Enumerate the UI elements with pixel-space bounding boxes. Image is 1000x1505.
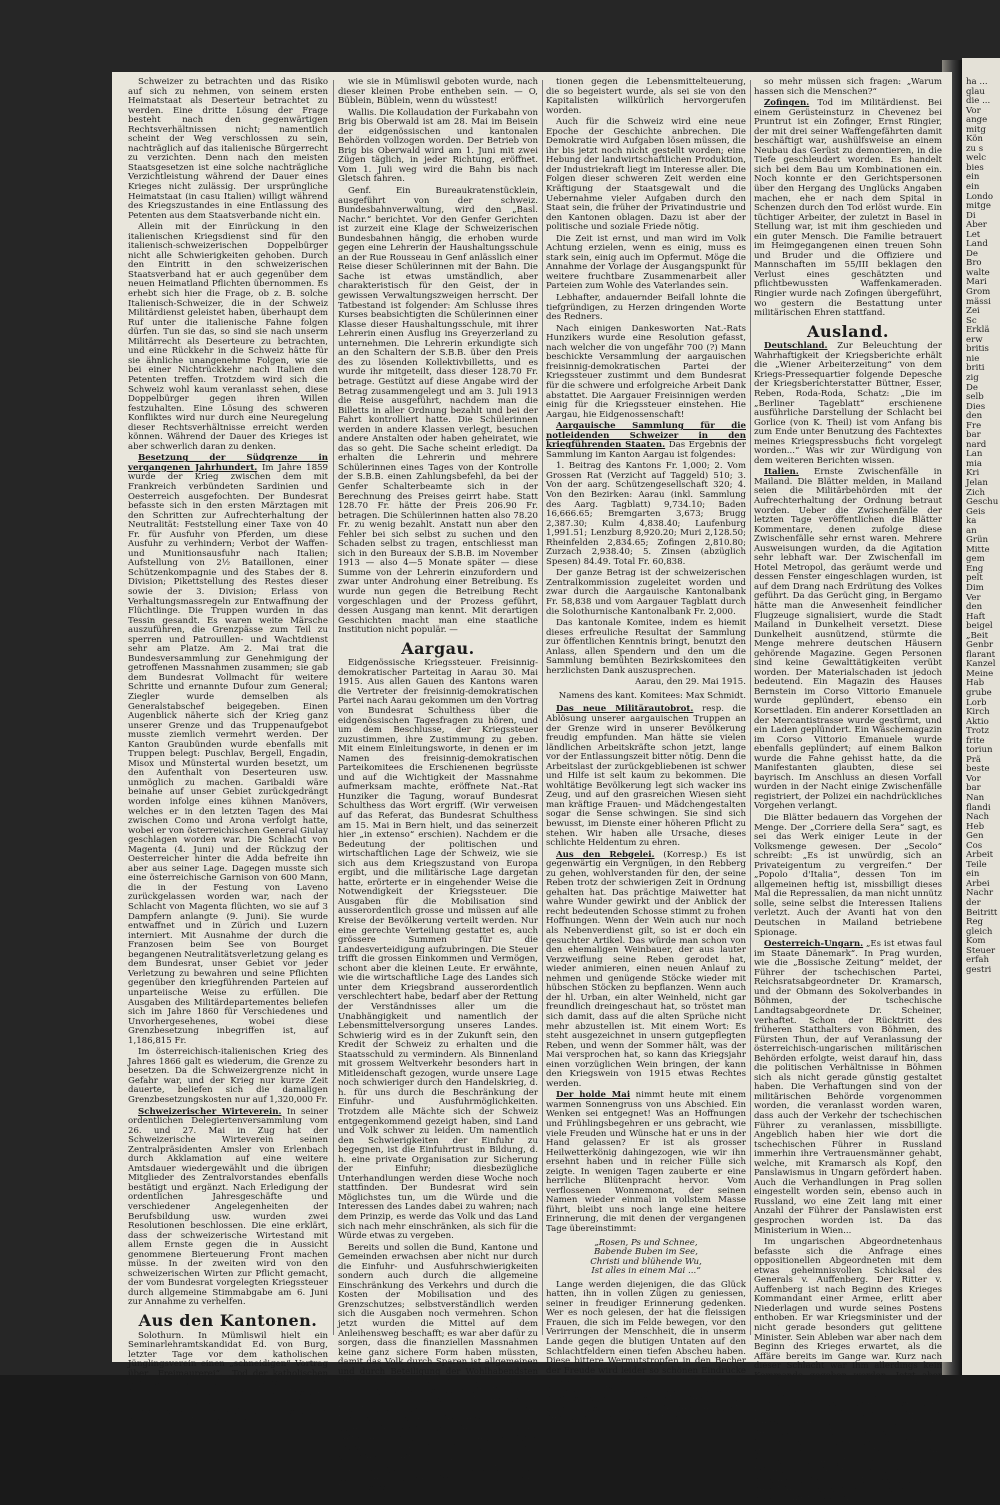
paragraph: Eidgenössische Kriegssteuer. Freisinnig-demokratischer Parteitag in Aarau 30. Mai 1915. Aus allen Gauen des Kantons waren die Vertreter der freisinnig-demokratischen Partei nach Aarau gekommen um den Vortrag von Bundesrat Schulthess über die eidgenössischen Tagesfragen zu hören, und um dem Beschlusse, der Kriegssteuer zuzustimmen, ihre Zustimmung zu geben. Mit einem Einleitungsworte, in denen er im Namen des freisinnig-demokratischen Parteikomitees die Erschienenen begrüsste und auf die Wichtigkeit der Massnahme aufmerksam machte, eröffnete Nat.-Rat Hunziker die Tagung, worauf Bundesrat Schulthess das Wort ergriff. (Wir verweisen auf das Referat, das Bundesrat Schulthess am 15. Mai in Bern hielt, und das seinerzeit hier „in extenso“ erschien). Nachdem er die Bedeutung der politischen und wirtschaftlichen Lage der Schweiz, wie sie sich aus dem Kriegszustand von Europa ergibt, und die militärische Lage dargetan hatte, erörterte er in eingehender Weise die Notwendigkeit der Kriegssteuer. Die Ausgaben für die Mobilisation sind ausserordentlich grosse und müssen auf alle Kreise der Bevölkerung verteilt werden. Nur eine gerechte Verteilung gestattet es, auch grössere Summen für die Landesverteidigung aufzubringen. Die Steuer trifft die grossen Einkommen und Vermögen, schont aber die kleinen Leute. Er erwähnte, wie die wirtschaftliche Lage des Landes sich unter dem Kriegsbrand ausserordentlich verschlechtert habe, bedarf aber der Rettung der Verständnisses aller um die Unabhängigkeit und namentlich der Lebensmittelversorgung unseres Landes. Schwierig wird es in der Zukunft sein, den Kredit der Schweiz zu erhalten und die Staatsschuld zu vermindern. Als Binnenland mit grossem Weltverkehr besonders hart in Mitleidenschaft gezogen, wurde unsere Lage noch schwieriger durch den Handelskrieg, d. h. für uns durch die Beschränkung der Einfuhr- und Ausfuhrmöglichkeiten. Trotzdem alle Mächte sich der Schweiz entgegenkommend gezeigt haben, sind Land und Volk schwer zu leiden. Um namentlich den Schwierigkeiten der Einfuhr zu begegnen, ist die Einfuhrtrust in Bildung, d. h. eine private Organisation zur Sicherung der Einfuhr; diesbezügliche Unterhandlungen werden diese Woche noch stattfinden. Der Bundesrat wird sein Möglichstes tun, um die Würde und die Interessen des Landes dabei zu wahren; nach dem Prinzip, es werde das Volk und das Land sich nach mehr einschränken, als sich für die Würde etwas zu vergeben. [338, 658, 538, 1242]
paragraph-text: Zur Beleuchtung der Wahrhaftigkeit der Kriegsberichte erhält die „Wiener Arbeiterzeitung“ von dem Kriegs-Pressequartier folgende Depesche der Kriegsberichterstatter Büttner, Esser, Reben, Roda-Roda, Schatz: „Die im „Berliner Tageblatt“ erschienene ausführliche Darstellung der Schlacht bei Gorlice (von K. Theil) ist vom Anfang bis zum Ende unter Benutzung des Fachtextes meines Kriegspressbuchs ficht vorgelegt worden...“ Was wir zur Würdigung von dem weiteren Berichten wissen. [754, 341, 942, 466]
fragment-line: Kön [966, 134, 983, 145]
fragment-line: Reg [966, 917, 984, 928]
fragment-line: mia [966, 458, 983, 469]
fragment-line: Gen [966, 831, 984, 842]
paragraph [754, 342, 942, 466]
section-heading: Der holde Mai [556, 1090, 631, 1101]
paragraph [754, 99, 942, 319]
column-rule [750, 80, 751, 1335]
paragraph-text: Im Jahre 1859 wurde der Krieg zwischen dem mit Frankreich verbündeten Sardinien und Oesterreich ausgefochten. Der Bundesrat befasste sich in den ersten Märztagen mit den Schritten zur Aufrechterhaltung der Neutralität: Feststellung einer Taxe von 40 Fr. für Ausfuhr von Pferden, um diese Ausfuhr zu verhindern; Verbot der Waffen- und Munitionsausfuhr nach Italien; Aufstellung von 2½ Bataillonen, einer Schützenkompagnie und des Stabes der 8. Division; Pikettstellung des Restes dieser sowie der 3. Division; Erlass von Verhaltungsmassregeln zur Entwaffnung der Flüchtlinge. Die Truppen wurden in das Tessin gesandt. Es waren weite Märsche auszuführen, die Grenzpässe zum Teil zu sperren und Patrouillen- und Wachtdienst sehr am Platze. Am 2. Mai trat die Bundesversammlung zur Genehmigung der getroffenen Massnahmen zusammen; sie gab dem Bundesrat Vollmacht für weitere Schritte und ernannte Dufour zum General; Ziegler wurde demselben als Generalstabschef beigegeben. Einen Augenblick näherte sich der Krieg ganz unserer Grenze und das Truppenaufgebot musste ziemlich vermehrt werden. Der Kanton Graubünden wurde ebenfalls mit Truppen belegt: Puschlav, Bergell, Engadin, Misox und Münstertal wurden besetzt, um den Aufenthalt von Deserteuren usw. unmöglich zu machen. Garibaldi wäre beinahe auf unser Gebiet zurückgedrängt worden infolge eines kühnen Manövers, welches er in den letzten Tagen des Mai zwischen Como und Arona verfolgt hatte, wobei er von österreichischen General Giulay geschlagen worden war. Die Schlacht von Magenta (4. Juni) und der Rückzug der Oesterreicher hinter die Adda befreite ihn aber aus seiner Lage. Dagegen musste sich eine österreichische Garnison von 600 Mann, die in der Festung von Laveno zurückgelassen worden war, nach der Schlacht von Magenta flüchten, wo sie auf 3 Dampfern anlangte (9. Juni). Sie wurde entwaffnet und in Zürich und Luzern interniert. Mit Ausnahme der durch die Franzosen beim See von Bourget begangenen Neutralitätsverletzung gelang es dem Bundesrat, unser Gebiet vor jeder Verletzung zu bewahren und seine Pflichten gegenüber den kriegführenden Parteien auf unparteiische Weise zu erfüllen. Die Ausgaben des Militärdepartementes beliefen sich im Jahre 1860 für Verschiedenes und Unvorhergesehenes, wobei diese Grenzbesetzung inbegriffen ist, auf 1,186,815 Fr. [128, 462, 328, 1046]
fragment-line: Zei [966, 306, 980, 317]
paragraph [546, 851, 746, 1090]
fragment-line: briti [966, 363, 985, 374]
fragment-line: Bro [966, 258, 982, 269]
fragment-line: grube [966, 688, 992, 698]
paragraph [754, 468, 942, 812]
fragment-line: Vor [966, 773, 981, 784]
fragment-line: pelt [966, 573, 983, 584]
paragraph: Lebhafter, andauernder Beifall lohnte die tiefgründigen, zu Herzen dringenden Worte des Redners. [546, 293, 746, 323]
column-3 [546, 77, 747, 1424]
paragraph: so mehr müssen sich fragen: „Warum hassen sich die Menschen?“ [754, 77, 942, 97]
fragment-line: zig [966, 372, 979, 383]
paragraph: Genf. Ein Bureaukratenstücklein, ausgeführt von der schweiz. Bundesbahnverwaltung, wird den „Basl. Nachr.“ berichtet. Vor den Genfer Gerichten ist zurzeit eine Klage der Schweizerischen Bundesbahnen hängig, die erhoben wurde gegen eine Lehrerin der Haushaltungsschule an der Rue Rousseau in Genf anlässlich einer Reise dieser Schülerinnen mit der Bahn. Die Sache ist etwas umständlich, aber charakteristisch für den Geist, der in gewissen Verwaltungszweigen herrscht. Der Tatbestand ist folgender: Am Schlusse ihres Kurses beabsichtigten die Schülerinnen einer Klasse dieser Haushaltungsschule, mit ihrer Lehrerin einen Ausflug ins Greyerzerland zu unternehmen. Die Lehrerin erkundigte sich an den Schaltern der S.B.B. über den Preis des zu lösenden Kollektivbilletts, und es wurde ihr mitgeteilt, dass dieser 128.70 Fr. betrage. Gestützt auf diese Angabe wird der Betrag zusammengelegt und am 3. Juli 1913 die Reise ausgeführt, nachdem man die Billetts in aller Ordnung bezahlt und bei der Fahrt kontrolliert hatte. Die Schülerinnen werden in andere Klassen verlegt, besuchen andere Anstalten oder haben geheiratet, wie das so geht. Die Sache scheint erledigt. Da erhalten die Lehrerin und mehrere Schülerinnen eines Tages von der Kontrolle der S.B.B. einen Zahlungsbefehl, da bei der Genfer Schalterbeamte sich in der Berechnung des Preises geirrt habe. Statt 128.70 Fr. hätte der Preis 206.90 Fr. betragen. Die Schülerinnen hatten also 78.20 Fr. zu wenig bezahlt. Anstatt nun aber den Fehler bei sich selbst zu suchen und den Schaden selbst zu tragen, entschliesst man sich in den Bureaux der S.B.B. im November 1913 — also 4—5 Monate später — diese Summe von der Lehrerin einzufordern und zwar unter Androhung einer Betreibung. Es wurde nun gegen die Betreibung Recht vorgeschlagen und der Prozess geführt, dessen Ausgang man kennt. Mit derartigen Geschichten macht man eine staatliche Institution nicht populär. — [338, 186, 538, 636]
fragment-line: Nach [966, 812, 989, 823]
fragment-line: Land [966, 239, 988, 250]
fragment-line: De [966, 248, 978, 259]
fragment-line: Grom [966, 287, 991, 298]
paragraph [754, 940, 942, 1236]
fragment-line: Eng [966, 563, 984, 574]
fragment-line: gestri [966, 964, 992, 975]
fragment-line: ein [966, 869, 980, 880]
poem-line: Ist alles in einem Mai ...“ [591, 1266, 701, 1277]
fragment-line: nard [966, 439, 987, 450]
fragment-line: Mari [966, 277, 987, 288]
fragment-line: Zich [966, 487, 986, 498]
fragment-line: ein [966, 172, 980, 183]
column-rule [333, 80, 334, 1335]
section-title: Aargau. [401, 638, 475, 658]
fragment-line: „Beit [966, 630, 989, 641]
section-heading: Deutschland. [764, 341, 828, 352]
fragment-line: Heb [966, 821, 985, 832]
fragment-line: Vor [966, 105, 981, 116]
fragment-line: den [966, 411, 983, 422]
paragraph: Im ungarischen Abgeordnetenhaus befasste sich die Anfrage eines oppositionellen Abgeordneten mit dem etwas geheimnisvollen Schicksal des Generals v. Auffenberg. Der Ritter v. Auffenberg ist nach Beginn des Krieges Kommandant einer Armee, erlitt aber Niederlagen und wurde seines Postens enthoben. Er war Kriegsminister und der nicht gerade besonders gut gelittene Minister. Sein Ableben war aber nach dem Beginn des Krieges erwartet, als die Affäre bereits im Gange war. Kurz nach dieser Schlacht war ihm allerdings kein Kommando gegeben worden. Jetzt aber man sagt, weil eine Einreichungsoperation nicht vorgelegt war, — aber nach am 22. April ergriff man einen kaiserlichen Erlass, das ihm in allen Gnaden der Herrschaft entheben und seinem Namen den Zusatz „von Komarow“ nahm. Wie das Gerücht sagt, wurde er verhaftet und steht unter dem Vorwurf des Staatsverbrechens. Er wird jetzt in einer Mitteilung an die Öffentlichkeit mitgeteilt, dass er aus Grund der Untersuchung aus dem Dienste tatsächlich entlassen wurde; dass er seit Jahren die beliebte [754, 1237, 942, 1505]
paragraph: Der ganze Betrag ist der schweizerischen Zentralkommission zugeleitet worden und zwar durch die Aargauische Kantonalbank Fr. 58,838 und vom Aargauer Tagblatt durch die Solothurnische Kantonalbank Fr. 2,000. [546, 568, 746, 617]
fragment-line: Grün [966, 535, 989, 546]
fragment-line: glau [966, 86, 985, 97]
fragment-line: den [966, 602, 983, 613]
fragment-line: Erklä [966, 325, 990, 336]
fragment-line: Fre [966, 420, 982, 431]
fragment-line: mitge [966, 201, 991, 212]
section-heading: Aargauische Sammlung für die notleidenden Schweizer in den kriegführenden Staaten. [546, 421, 746, 451]
fragment-line: Jelan [966, 477, 988, 488]
fragment-line: mitg [966, 124, 986, 135]
fragment-line: ein [966, 182, 980, 193]
fragment-line: bies [966, 162, 984, 173]
section-title: Ausland. [807, 321, 889, 341]
fragment-line: Beitritt [966, 907, 998, 918]
paragraph [546, 422, 746, 460]
fragment-line: Geis [966, 506, 986, 517]
section-heading: Besetzung der Südgrenze in vergangenen Jahrhundert. [128, 453, 328, 473]
paragraph-text: „Es ist etwas faul im Staate Dänemark“. In Prag wurden, wie die „Bossische Zeitung“ meldet, der Führer der tschechischen Partei, Reichsratsabgeordneter Dr. Kramarsch, und der Obmann des Sokolverbandes in Böhmen, der tschechische Landtagsabgeordnete Dr. Scheiner, verhaftet. Schon der Rücktritt des früheren Statthalters von Böhmen, des Fürsten Thun, der auf Veranlassung der österreichisch-ungarischen militärischen Behörden erfolgte, weist darauf hin, dass die politischen Verhältnisse in Böhmen sich als nicht gerade günstig gestaltet haben. Die Verhaftungen sind von der militärischen Behörde vorgenommen worden, die veranlasst worden waren, dass auch der Verkehr der tschechischen Führer zu veranlassen, missbilligte. Angeblich haben hier wie dort die tschechischen Führer in Russland immerhin ihre Vertrauensmänner gehabt, welche, mit Kramarsch als Kopf, den Panslawismus in Ungarn gefördert haben. Auch die Verhandlungen in Prag sollen eingestellt worden sein, ebenso auch in Russland, wo eine Zeit lang mit einer Anzahl der Führer der Panslawisten erst gesprochen worden ist. Da das Ministerium in Wien... [754, 939, 943, 1236]
fragment-line: Dim [966, 582, 984, 593]
fragment-line: Lan [966, 449, 983, 460]
paragraph-text: Tod im Militärdienst. Bei einem Gerüsteinsturz in Chevenez bei Pruntrut ist ein Zofinger, Ernst Ringier, der mit drei seiner Waffengefährten damit beschäftigt war, aushülfsweise an einem Neubau das Gerüst zu demontieren, in die Tiefe geschleudert worden. Es handelt sich bei dem Bau um Kombinationen ein. Noch konnte er den Gerichtspersonen über den Hergang des Unglücks Angaben machen, ehe er nach dem Spital in Schenzen durch den Tod erlöst wurde. Ein tüchtiger Arbeiter, der zuletzt in Basel in Stellung war, ist mit ihm geschieden und ein guter Mensch. Die Familie betrauert im Heimgegangenen einen treuen Sohn und Bruder und die Offiziere und Mannschaften im 55/III beklagen den Verlust eines geschätzten und pflichtbewussten Waffenkameraden. Ringier wurde nach Zofingen übergeführt, wo gestern die Bestattung unter militärischen Ehren stattfand. [754, 98, 942, 319]
fragment-line: bar [966, 783, 981, 794]
paragraph-text: nimmt heute mit einem warmen Sonnengruss von uns Abschied. Ein Wenken sei entgegnet! Was an Hoffnungen und Frühlingsbegehren er uns gebracht, wie viele Freuden und Wünsche hat er uns in der Hand gelassen? Er ist als grosser Heilwetterkönig dahingezogen, wie wir ihn ersehnt haben und in reicher Fülle sich zeigte. In wenigen Tagen zauberte er eine herrliche Blütenpracht hervor. Vom verflossenen Wonnemonat, der seinen Namen wieder einmal in vollstem Masse führt, bleibt uns noch lange eine heitere Erinnerung, die mit denen der vergangenen Tage übereinstimmt: [546, 1090, 746, 1234]
paragraph: Zu befragen ist um zu mithelfen Kantonen, ob an verschiedenen Orten stattgefundenen Demonstra- [338, 1464, 538, 1494]
paragraph: Schweizer zu betrachten und das Risiko auf sich zu nehmen, von seinem ersten Heimatstaat als Deserteur betrachtet zu werden. Eine dritte Lösung der Frage besteht nach den gegenwärtigen Rechtsverhältnissen nicht; namentlich scheint der Weg verschlossen zu sein, nachträglich auf das italienische Bürgerrecht zu verzichten. Denn nach den meisten Staatsgesetzen ist eine solche nachträgliche Verzichtleistung während der Dauer eines Krieges nicht zulässig. Der ursprüngliche Heimatstaat (in casu Italien) willigt während des Kriegszustandes in eine Entlassung des Petenten aus dem Staatsverbande nicht ein. [128, 77, 328, 221]
paragraph-text: resp. die Ablösung unserer aargauischen Truppen an der Grenze wird in unserer Bevölkerung freudig empfunden. Man hätte sie vielen ländlichen Arbeitskräfte schon jetzt, lange vor der Entlassungszeit bitter nötig. Denn die Arbeitslast der zurückgebliebenen ist schwer und Hilfe ist selt kaum zu bekommen. Die wohltätige Bevölkerung legt sich wacker ins Zeug, und auf den grasreichen Wiesen sieht man kräftige Frauen- und Mädchengestalten sogar die Sense schwingen. Sie sind sich bewusst, im Dienste einer höheren Pflicht zu stehen. Wir haben alle Ursache, dieses schlichte Heldentum zu ehren. [546, 704, 747, 849]
fragment-line: Nan [966, 793, 985, 804]
section-heading: Oesterreich-Ungarn. [764, 939, 864, 950]
fragment-line: erw [966, 334, 983, 345]
fragment-line: an [966, 525, 977, 536]
fragment-line: flandi [966, 802, 991, 813]
paragraph: Die Blätter bedauern das Vorgehen der Menge. Der „Corriere della Sera“ sagt, es sei das Werk einiger Leute in der Volksmenge gewesen. Der „Secolo“ schreibt: „Es ist unwürdig, sich an Privateigentum zu vergreifen.“ Der „Popolo d'Italia“, dessen Ton im allgemeinen heftig ist, missbilligt dieses Mal die Repressalien, da man nicht unnütz solle, seine selbst die Interessen Italiens verletzt. Auch der Avanti hat von den Deutschen in Mailand betriebene Spionage. [754, 813, 942, 938]
paragraph [128, 454, 328, 1046]
paragraph [128, 1108, 328, 1308]
column-2 [338, 77, 538, 1494]
fragment-line: Mitte [966, 544, 990, 555]
fragment-line: Arbei [966, 878, 990, 889]
fragment-line: Cos [966, 840, 983, 851]
poem-line: Babende Buben im See, [593, 1247, 698, 1258]
fragment-line: flarant [966, 649, 996, 660]
column-4 [754, 77, 943, 1505]
paragraph: Nach einigen Dankesworten Nat.-Rats Hunzikers wurde eine Resolution gefasst, nach welcher die von ungefähr 700 (?) Mann beschickte Versammlung der aargauischen freisinnig-demokratischen Partei der Kriegssteuer zustimmt und dem Bundesrat für die schwere und erfolgreiche Arbeit Dank abstattet. Die Aargauer Freisinnigen werden einig für die Kriegssteuer einstehen. Hie Aargau, hie Eidgenossenschaft! [546, 323, 746, 420]
fragment-line: De [966, 382, 978, 393]
fragment-line: beigel [966, 621, 993, 632]
fragment-line: Haft [966, 611, 986, 622]
fragment-line: ange [966, 115, 988, 126]
poem-line: Christi und blühende Wu, [590, 1256, 702, 1267]
paragraph-text: Das Ergebnis der Sammlung im Kanton Aargau ist folgendes: [546, 440, 747, 460]
fragment-line: Prä [966, 754, 982, 765]
paragraph-text: Ernste Zwischenfälle in Mailand. Die Blätter melden, in Mailand seien die Militärbehörden mit der Aufrechterhaltung der Ordnung betraut worden. Ueber die Zwischenfälle der letzten Tage veröffentlichen die Blätter Kommentare, denen zufolge diese Zwischenfälle sehr ernst waren. Mehrere Ausweisungen wurden, da die Agitation sehr lebhaft war. Der Zwischenfall im Hotel Metropol, das geräumt werde und dessen Fenster eingeschlagen wurden, ist auf dem Drang nach Erdrütung des Volkes geführt. Da das Gerücht ging, in Bergamo hätte man die Anwesenheit feindlicher Flugzeuge signalisiert, wurde die Stadt Mailand in Dunkelheit versetzt. Diese Dunkelheit ausnützend, stürmte die Menge mehrere deutschen Häusern gehörende Magazine. Gegen Personen sind keine Gewalttätigkeiten verübt worden. Der Materialschaden ist jedoch bedeutend. Ein Magazin des Hauses Bernstein im Corso Vittorio Emanuele wurde geplündert, ebenso ein Korsettladen. Ein anderer Korsettladen an der Mercantistrasse wurde gestürmt, und ein Laden geplündert. Ein Wäschemagazin im Corso Vittorio Emanuele wurde ebenfalls geplündert; auf einem Balkon wurde die Fahne gehisst hatte, da die Manifestanten glaubten, diese sei bayrisch. Im Anschluss an diesen Vorfall wurden in der Nacht einige Zwischenfälle registriert, der Polizei ein nachdrückliches Vorgehen verlangt. [754, 467, 943, 812]
fragment-line: Di [966, 210, 976, 221]
section-title: Aus den Kantonen. [138, 1311, 318, 1330]
fragment-line: Kri [966, 468, 980, 479]
section-heading: Zofingen. [764, 98, 810, 109]
fragment-line: Aktio [966, 716, 989, 727]
paragraph [546, 705, 746, 848]
fragment-line: Steuer [966, 945, 996, 956]
fragment-line: gem [966, 554, 985, 565]
fragment-line: Trotz [966, 726, 989, 737]
paragraph: Wallis. Die Kollaudation der Furkabahn von Brig bis Oberwald ist am 28. Mai im Beisein der eidgenössischen und kantonalen Behörden vollzogen worden. Der Betrieb von Brig bis Oberwald wird am 1. Juni mit zwei Zügen täglich, in jeder Richtung, eröffnet. Vom 1. Juli weg wird die Bahn bis nach Gletsch fahren. [338, 107, 538, 185]
fragment-line: welc [966, 153, 987, 164]
fragment-line: Arbeit [966, 850, 994, 861]
fragment-line: bar [966, 430, 981, 441]
fragment-line: ha ... [966, 77, 988, 87]
signature-name: Namens des kant. Komitees: Max Schmidt. [558, 690, 746, 701]
paragraph: Allein mit der Einrückung in den italienischen Kriegsdienst sind für den italienisch-schweizerischen Doppelbürger nicht alle Schwierigkeiten gehoben. Durch den Eintritt in den schweizerischen Staatsverband hat er auch gegenüber dem neuen Heimatland Pflichten übernommen. Es erhebt sich hier die Frage, ob z. B. solche Italienisch-Schweizer, die in der Schweiz Militärdienst geleistet haben, überhaupt dem Ruf unter die italienische Fahne folgen dürfen. Tun sie das, so sind sie nach unserm Militärrecht als Deserteure zu betrachten, und eine Rückkehr in die Schweiz hätte für sie ähnliche unangenehme Folgen, wie sie bei einer Nichtrückkehr nach Italien den Petenten treffen. Trotzdem wird sich die Schweiz wohl kaum veranlasst sehen, diese Doppelbürger gegen ihren Willen festzuhalten. Eine Lösung des schweren Konfliktes wird nur durch eine Neuregelung dieser Rechtsverhältnisse erreicht werden können. Während der Dauer des Krieges ist aber schwerlich daran zu denken. [128, 222, 328, 452]
fragment-line: mässi [966, 296, 991, 307]
signature-date: Aarau, den 29. Mai 1915. [635, 677, 746, 688]
paragraph: Im österreichisch-italienischen Krieg des Jahres 1866 galt es wiederum, die Grenze zu besetzen. Da die Schweizergrenze nicht in Gefahr war, und der Krieg nur kurze Zeit dauerte, beliefen sich die damaligen Grenzbesetzungskosten nur auf 1,320,000 Fr. [128, 1047, 328, 1105]
next-page-fragment-column [966, 78, 998, 1338]
paragraph: Bereits und sollen die Bund, Kantone und Gemeinden erwachsen aber nicht nur durch die Einfuhr- und Ausfuhrschwierigkeiten sondern auch durch die allgemeine Einschränkung des Verkehrs und durch die Kosten der Mobilisation und des Grenzschutzes; selbstverständlich werden sich die Ausgaben noch vermehren. Schon jetzt wurden die Mittel auf dem Anleihensweg beschafft; es war aber dafür zu sorgen, dass die finanziellen Massnahmen keine ganz sichere Form haben müssten, damit das Volk durch Sparen ist allgemeinen und durch Beteiligung der Wohlhabendsten beitrug; der Bund hat sich durch Sparen und Erhebung der Kriegssteuer mit Einnahmen zu versehen, welches auf die Dauer verteilt. Die Kriegssteuer wird die Schulden des Bundes, die aus dem Kriege erwachsen sind, tilgen; sie wird nur die Vermögenden beitragen und zwar in nicht empfindlicher Weise. Auf Einzelheiten einzugehen erübrigt sich hier bei Zeit und die Zeit. [338, 1242, 538, 1463]
paragraph: Die Zeit ist ernst, und man wird im Volk Achtung erzielen, wenn es einig, muss es stark sein, einig auch im Opfermut. Möge die Annahme der Vorlage der Ausgangspunkt für weitere fruchtbare Zusammenarbeit aller Parteien zum Wohle des Vaterlandes sein. [546, 233, 746, 292]
poem [546, 1239, 746, 1277]
paragraph: tionen gegen die Lebensmittelteuerung, die so begeistert wurde, als sei sie von den Kapitalisten willkürlich hervorgerufen worden. [546, 77, 746, 116]
section-heading: Italien. [764, 467, 799, 478]
fragment-line: beste [966, 764, 990, 775]
fragment-line: Let [966, 229, 981, 240]
fragment-line: gleich [966, 926, 993, 937]
fragment-line: Geschu [966, 497, 999, 508]
section-heading: Aus den Rebgelei. [556, 849, 655, 860]
fragment-line: Kanzel [966, 659, 996, 670]
fragment-line: Kom [966, 936, 986, 947]
fragment-line: ka [966, 516, 977, 527]
fragment-line: Sc [966, 315, 977, 326]
fragment-line: nie [966, 353, 980, 364]
fragment-line: frite [966, 735, 985, 746]
fragment-line: Lorb [966, 697, 987, 708]
fragment-line: die ... [966, 96, 991, 107]
fragment-line: walte [966, 267, 990, 278]
paragraph-text: In seiner ordentlichen Delegiertenversammlung vom 26. und 27. Mai in Zug hat der Schweizerische Wirteverein seinen Zentralpräsidenten Amsler von Erlenbach durch Akklamation auf eine weitere Amtsdauer wiedergewählt und die übrigen Mitglieder des Zentralvorstandes ebenfalls bestätigt und ergänzt. Nach Erledigung der ordentlichen Jahresgeschäfte und verschiedener Angelegenheiten der Berufsbildung usw. wurden zwei Resolutionen beschlossen. Die eine erklärt, dass der schweizerische Wirtestand mit allem Ernste gegen die in Aussicht genommene Bierteuerung Front machen müsse. In der zweiten wird von den schweizerischen Wirten zur Pflicht gemacht, der vom Bundesrat vorgelegten Kriegssteuer durch allgemeine Stimmabgabe am 6. Juni zur Annahme zu verhelfen. [128, 1106, 328, 1308]
fragment-line: toriun [966, 745, 993, 756]
section-heading: Das neue Militärautobrot. [556, 704, 694, 715]
paragraph: 1. Beitrag des Kantons Fr. 1,000; 2. Vom Grossen Rat (Verzicht auf Taggeld) 510; 3. Von der aarg. Schützengesellschaft 320; 4. Von den Bezirken: Aarau (inkl. Sammlung des Aarg. Tagblatt) 9,734.10; Baden 16,666.65; Bremgarten 3,673; Brugg 2,387.30; Kulm 4,838.40; Laufenburg 1,991.51; Lenzburg 8,920.20; Muri 2,128.50; Rheinfelden 2,834.65; Zofingen 2,810.80; Zurzach 2,938.40; 5. Zinsen (abzüglich Spesen) 84.49. Total Fr. 60,838. [546, 461, 746, 567]
paragraph: Auch für die Schweiz wird eine neue Epoche der Geschichte anbrechen. Die Demokratie wird Aufgaben lösen müssen, die ihr bis jetzt noch nicht gestellt worden; eine Hebung der landwirtschaftlichen Produktion, der Industriekraft liegt im Interesse aller. Die Folgen dieser schweren Zeit werden eine Kräftigung der Staatsgewalt und die Uebernahme vieler Aufgaben durch den Staat sein, die früher der Privatindustrie und den Kantonen oblagen. Dazu ist aber der politische und soziale Friede nötig. [546, 117, 746, 233]
fragment-line: Dies [966, 401, 986, 412]
section-heading: Schweizerischer Wirteverein. [138, 1106, 282, 1117]
fragment-line: Teile [966, 859, 987, 870]
paragraph: Lange werden diejenigen, die das Glück hatten, ihn in vollen Zügen zu geniessen, seiner in freudiger Erinnerung gedenken. Wer es noch gelesen, der hat die fleissigen Frauen, die sich im Felde bewegen, vor den Verirrungen der Menschheit, die in unserm Lande gegen die blutigen Untaten auf den Schlachtfeldern einen tiefen Abscheu haben. Diese bittere Wermutstropfen in den Becher der Freude wird leider so schönen Eindrücke trüben, die in jeder Kreatur sich bewegen, die sich der Freude hingeben. Ja, es blühte doch sonst noch unser Mai der Symbole Jahrs nur sich ergeben, die der blende Mai der Schönheit näher bringt, um [546, 1279, 746, 1424]
fragment-line: Hab [966, 678, 985, 689]
paragraph-text: (Korresp.) Es ist gegenwärtig ein Vergnügen, in den Rebberg zu gehen, wohlverstanden für den, der seine Reben trotz der schwierigen Zeit in Ordnung gehalten hat. Das prächtige Maiwetter hat wahre Wunder gewirkt und der Anblick der recht bedeutenden Schosse stimmt zu frohen Hoffnungen. Wenn der Wein auch nur noch als Nebenverdienst gilt, so ist er doch ein gesuchter Artikel. Das würde man schon von den ehemaligen Weinbauer, der aus lauter Verzweiflung seine Reben gerodet hat, wieder animieren, einen neuen Anlauf zu nehmen und genügende Stöcke wieder mit hübschen Stöcken zu bepflanzen. Wenn auch der hl. Urban, ein alter Weinheld, nicht gar freundlich dreingeschaut hat, so tröstet man sich damit, dass auf die alten Sprüche nicht mehr abzustellen ist. Mit einem Wort: Es steht ausgezeichnet in unsern gutgepflegten Reben, und wenn der Sommer hält, was der Mai versprochen hat, so kann das Kriegsjahr einen vorzüglichen Wein bringen, der kann den Kriegswein von 1915 etwas Rechtes werden. [546, 849, 747, 1089]
column-1 [128, 77, 328, 1427]
fragment-line: Meine [966, 668, 994, 679]
paragraph: wie sie in Mümliswil geboten wurde, nach dieser kleinen Probe entheben sein. — O, Büblein, Büblein, wenn du wüsstest! [338, 77, 538, 107]
column-rule [542, 80, 543, 1335]
fragment-line: britis [966, 344, 989, 355]
fragment-line: erfah [966, 955, 990, 966]
paragraph: Das kantonale Komitee, indem es hiemit dieses erfreuliche Resultat der Sammlung zur öffentlichen Kenntnis bringt, benutzt den Anlass, allen Spendern und den um die Sammlung bemühten Bezirkskomitees den herzlichsten Dank auszusprechen. [546, 618, 746, 676]
poem-line: „Rosen, Ps und Schnee, [594, 1237, 698, 1248]
fragment-line: selb [966, 392, 984, 403]
fragment-line: Londo [966, 191, 994, 202]
fragment-line: Nachr [966, 888, 994, 899]
fragment-line: Ver [966, 592, 981, 603]
fragment-line: Genbr [966, 640, 994, 651]
paragraph: Solothurn. In Mümliswil hielt ein Seminarlehramtskandidat Ed. von Burg, letzter Tage vor dem katholischen Jünglingsverein einen „schneidigen“ Vortrag über „Freimaurerei“. „Tod der katholischen Kirche! heisse der Hauptparagraph der Statuten der Kellenbrüder“, dieses Märchen war das Leitmotiv des jugendlichen Vortrages. Man wird weiterer Schlüsse über diese Gattung Volksaufklärung, [128, 1330, 328, 1427]
fragment-line: zu s [966, 143, 984, 154]
paragraph [546, 1091, 746, 1234]
fragment-line: Aber [966, 220, 987, 231]
fragment-line: der [966, 898, 981, 909]
fragment-line: Kirch [966, 707, 990, 718]
